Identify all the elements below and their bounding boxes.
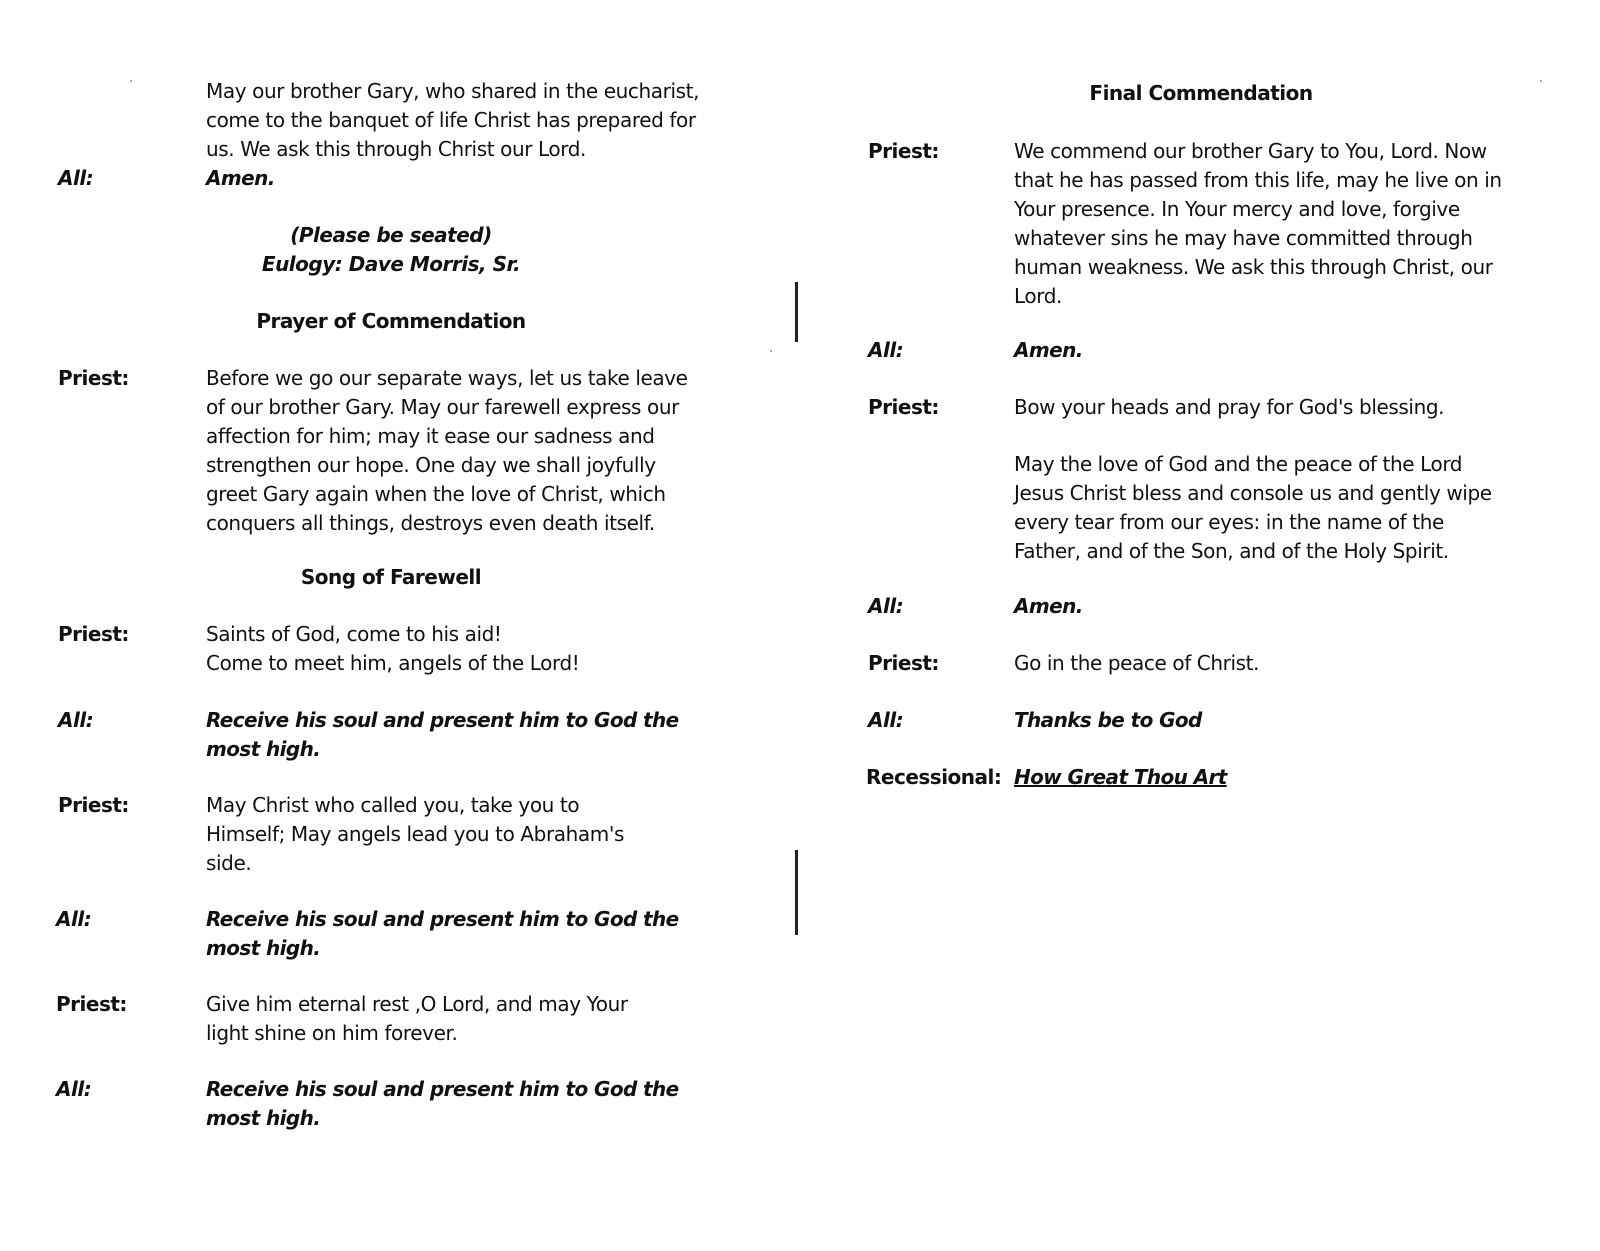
farewell-line: light shine on him forever. [206,1021,458,1045]
final-prayer [1014,137,1502,311]
priest-label: Priest: [868,395,939,419]
response-line: Receive his soul and present him to God the [206,1077,679,1101]
response-line: Receive his soul and present him to God the [206,907,679,931]
all-label: All: [58,708,94,732]
farewell-line: Himself; May angels lead you to Abraham's [206,822,624,846]
blessing-line: Jesus Christ bless and console us and gently wipe [1014,481,1492,505]
farewell-priest-text [206,620,579,678]
final-prayer-line: that he has passed from this life, may he live on in [1014,168,1502,192]
scan-speck [770,350,772,352]
intro-line: come to the banquet of life Christ has prepared for [206,108,696,132]
response-line: Receive his soul and present him to God the [206,708,679,732]
eulogy-line: Eulogy: Dave Morris, Sr. [261,252,521,276]
priest-label: Priest: [58,793,129,817]
priest-label: Priest: [56,992,127,1016]
all-response: Thanks be to God [1014,708,1202,732]
farewell-all-response [206,1075,679,1133]
farewell-line: Come to meet him, angels of the Lord! [206,651,580,675]
commendation-prayer [206,364,688,538]
farewell-heading: Song of Farewell [300,565,482,589]
final-commendation-heading: Final Commendation [1089,81,1313,105]
blessing-line: May the love of God and the peace of the Lord [1014,452,1463,476]
farewell-all-response [206,905,679,963]
blessing-line: every tear from our eyes: in the name of the [1014,510,1444,534]
recessional-hymn-title [1014,763,1227,792]
fold-mark [795,282,798,342]
commendation-line: of our brother Gary. May our farewell express our [206,395,679,419]
priest-label: Priest: [868,651,939,675]
blessing-invitation: Bow your heads and pray for God's blessing. [1014,395,1445,419]
intro-response: Amen. [206,166,275,190]
commendation-line: affection for him; may it ease our sadness and [206,424,655,448]
farewell-line: Give him eternal rest ,O Lord, and may Your [206,992,628,1016]
priest-label: Priest: [868,139,939,163]
farewell-line: Saints of God, come to his aid! [206,622,502,646]
fold-mark [795,850,798,935]
response-line: most high. [206,936,321,960]
commendation-line: greet Gary again when the love of Christ, which [206,482,666,506]
right-page [800,0,1600,1251]
all-label: All: [868,338,904,362]
farewell-priest-text [206,990,628,1048]
intro-prayer [206,77,699,164]
final-prayer-line: Lord. [1014,284,1062,308]
left-page [0,0,790,1251]
farewell-priest-text [206,791,624,878]
scan-speck [130,80,132,82]
all-label: All: [58,166,94,190]
commendation-line: Before we go our separate ways, let us take leave [206,366,688,390]
final-prayer-line: We commend our brother Gary to You, Lord. Now [1014,139,1487,163]
response-line: most high. [206,737,321,761]
intro-line: May our brother Gary, who shared in the eucharist, [206,79,700,103]
dismissal-text: Go in the peace of Christ. [1014,651,1260,675]
commendation-heading: Prayer of Commendation [256,309,526,333]
intro-line: us. We ask this through Christ our Lord. [206,137,586,161]
commendation-line: strengthen our hope. One day we shall joyfully [206,453,656,477]
all-label: All: [868,708,904,732]
all-label: All: [56,1077,92,1101]
all-response: Amen. [1014,338,1083,362]
farewell-line: side. [206,851,252,875]
seated-note: (Please be seated) [290,223,492,247]
final-prayer-line: human weakness. We ask this through Christ, our [1014,255,1493,279]
final-prayer-line: whatever sins he may have committed through [1014,226,1473,250]
farewell-line: May Christ who called you, take you to [206,793,580,817]
blessing-line: Father, and of the Son, and of the Holy Spirit. [1014,539,1449,563]
response-line: most high. [206,1106,321,1130]
hymn-title: How Great Thou Art [1014,765,1227,789]
final-prayer-line: Your presence. In Your mercy and love, forgive [1014,197,1460,221]
farewell-all-response [206,706,679,764]
priest-label: Priest: [58,622,129,646]
blessing-text [1014,450,1492,566]
all-response: Amen. [1014,594,1083,618]
recessional-label: Recessional: [866,765,1002,789]
priest-label: Priest: [58,366,129,390]
all-label: All: [56,907,92,931]
commendation-line: conquers all things, destroys even death itself. [206,511,655,535]
all-label: All: [868,594,904,618]
